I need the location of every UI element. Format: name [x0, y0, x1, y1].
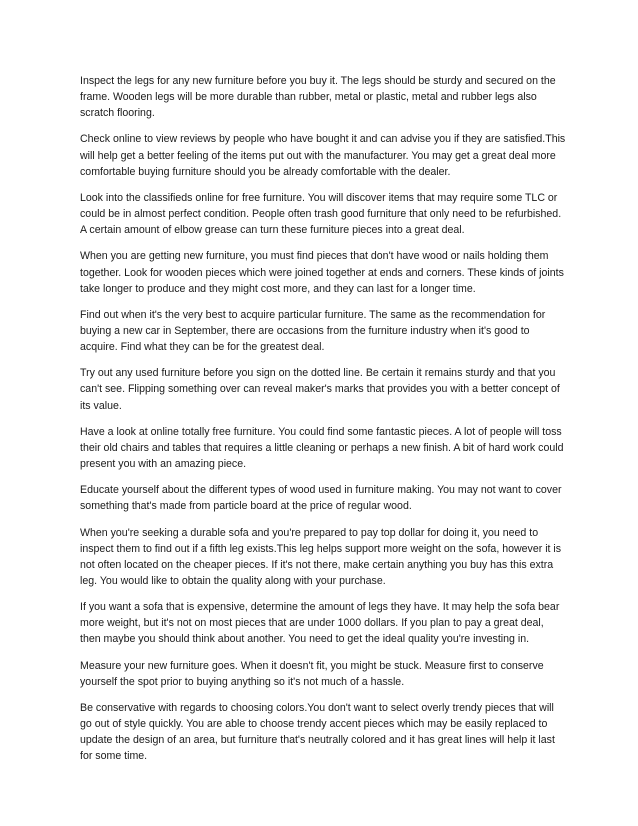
paragraph-12: Be conservative with regards to choosing colors.You don't want to select overly trendy pieces that will go out of style quickly. You are able to choose trendy accent pieces which may be easily replaced to update the design of an area, but furniture that's neutrally colored and it has great lines will help it last for some time. [80, 702, 555, 763]
paragraph-10: If you want a sofa that is expensive, determine the amount of legs they have. It may help the sofa bear more weight, but it's not on most pieces that are under 1000 dollars. If you plan to pay a great deal, then maybe you should think about another. You need to get the ideal quality you're investing in. [80, 601, 560, 646]
paragraph-8: Educate yourself about the different types of wood used in furniture making. You may not want to cover something that's made from particle board at the price of regular wood. [80, 484, 562, 513]
paragraph-1: Inspect the legs for any new furniture before you buy it. The legs should be sturdy and secured on the frame. Wooden legs will be more durable than rubber, metal or plastic, metal and rubber legs also scratch flooring. [80, 75, 556, 120]
paragraph-5: Find out when it's the very best to acquire particular furniture. The same as the recommendation for buying a new car in September, there are occasions from the furniture industry when it's good to acquire. Find what they can be for the greatest deal. [80, 308, 546, 354]
paragraph-11: Measure your new furniture goes. When it doesn't fit, you might be stuck. Measure first to conserve yourself the spot prior to buying anything so it's not much of a hassle. [80, 659, 544, 688]
paragraph-7: Have a look at online totally free furniture. You could find some fantastic pieces. A lot of people will toss their old chairs and tables that requires a little cleaning or perhaps a new finish. A bit of hard work could present you with an amazing piece. [80, 425, 564, 470]
paragraph-6: Try out any used furniture before you sign on the dotted line. Be certain it remains sturdy and that you can't see. Flipping something over can reveal maker's marks that provides you with a better concept of its value. [80, 367, 560, 412]
paragraph-4: When you are getting new furniture, you must find pieces that don't have wood or nails holding them together. Look for wooden pieces which were joined together at ends and corners. These kinds of joints take longer to produce and they might cost more, and they can last for a longer time. [80, 250, 564, 295]
paragraph-9: When you're seeking a durable sofa and you're prepared to pay top dollar for doing it, you need to inspect them to find out if a fifth leg exists.This leg helps support more weight on the sofa, however it is not often located on the cheaper pieces. If it's not there, make certain anything you buy has this extra leg. You would like to obtain the quality along with your purchase. [80, 526, 562, 587]
paragraph-2: Check online to view reviews by people who have bought it and can advise you if they are satisfied.This will help get a better feeling of the items put out with the manufacturer. You may get a great deal more comfortable buying furniture should you be already comfortable with the dealer. [80, 133, 566, 178]
document-body [80, 73, 566, 775]
paragraph-3: Look into the classifieds online for free furniture. You will discover items that may require some TLC or could be in almost perfect condition. People often trash good furniture that only need to be refurbished. A certain amount of elbow grease can turn these furniture pieces into a great deal. [80, 191, 562, 237]
